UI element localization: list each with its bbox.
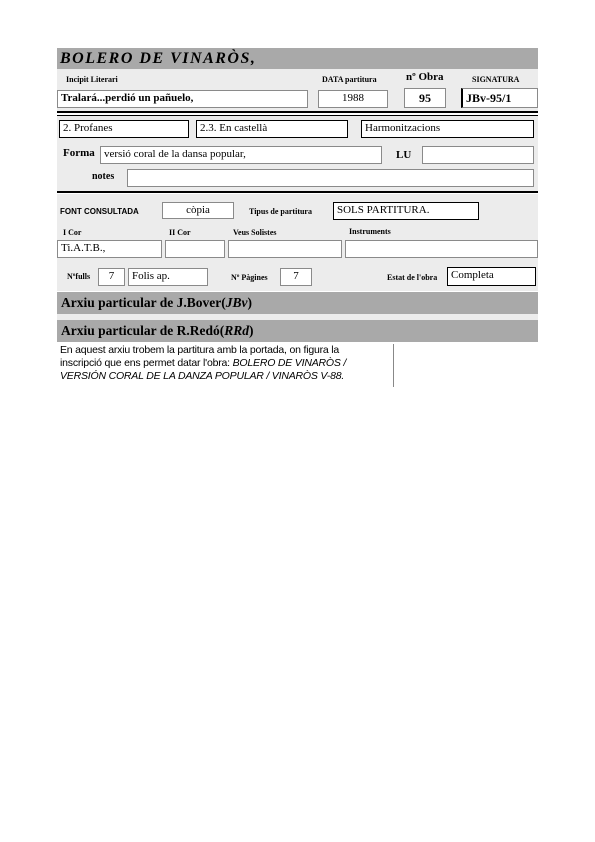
lu-field[interactable] <box>422 146 534 164</box>
veus-solistes-label: Veus Solistes <box>233 228 277 237</box>
tipus-partitura-field[interactable]: SOLS PARTITURA. <box>333 202 479 220</box>
iicor-field[interactable] <box>165 240 225 258</box>
instruments-label: Instruments <box>349 227 391 236</box>
divider-top <box>57 111 538 113</box>
incipit-label: Incipit Literari <box>66 75 118 84</box>
tipus-partitura-label: Tipus de partitura <box>249 207 312 216</box>
archive-note <box>60 344 394 383</box>
archive-jbv-prefix: Arxiu particular de J.Bover( <box>61 295 226 310</box>
lu-label: LU <box>396 149 412 161</box>
archive-note-line-2 <box>60 357 394 370</box>
data-partitura-field[interactable]: 1988 <box>318 90 388 108</box>
category-field-2[interactable]: 2.3. En castellà <box>196 120 348 138</box>
archive-note-italic-1: BOLERO DE VINARÒS / <box>232 357 347 369</box>
nfulls-label: Nºfulls <box>67 272 91 281</box>
archive-note-line-3: VERSIÓN CORAL DE LA DANZA POPULAR / VINARÒS V-88. <box>60 370 345 382</box>
archive-rrd-heading <box>57 320 538 342</box>
category-field-1[interactable]: 2. Profanes <box>59 120 189 138</box>
data-partitura-label: DATA partitura <box>322 75 377 84</box>
estat-obra-field[interactable]: Completa <box>447 267 536 286</box>
archive-jbv-suffix: ) <box>247 295 252 310</box>
estat-obra-label: Estat de l'obra <box>387 273 438 282</box>
obra-field[interactable]: 95 <box>404 88 446 108</box>
font-consultada-label: FONT CONSULTADA <box>60 207 139 216</box>
veus-solistes-field[interactable] <box>228 240 342 258</box>
font-consultada-field[interactable]: còpia <box>162 202 234 219</box>
npagines-label: Nº Pàgines <box>231 273 268 282</box>
category-field-3[interactable]: Harmonitzacions <box>361 120 534 138</box>
archive-jbv-code: JBv <box>225 295 248 310</box>
notes-label: notes <box>92 171 115 182</box>
forma-field[interactable]: versió coral de la dansa popular, <box>100 146 382 164</box>
nfulls-field[interactable]: 7 <box>98 268 125 286</box>
archive-rrd-prefix: Arxiu particular de R.Redó( <box>61 323 225 338</box>
instruments-field[interactable] <box>345 240 538 258</box>
archive-note-plain: inscripció que ens permet datar l'obra: <box>60 357 233 369</box>
icor-field[interactable]: Ti.A.T.B., <box>57 240 162 258</box>
archive-jbv-heading <box>57 292 538 314</box>
signatura-field[interactable]: JBv-95/1 <box>461 88 538 108</box>
forma-label: Forma <box>63 147 95 159</box>
divider-mid <box>57 191 538 193</box>
iicor-label: II Cor <box>169 228 191 237</box>
archive-note-line-1: En aquest arxiu trobem la partitura amb la portada, on figura la <box>60 344 340 356</box>
npagines-field[interactable]: 7 <box>280 268 312 286</box>
incipit-field[interactable]: Tralará...perdió un pañuelo, <box>57 90 308 108</box>
archive-rrd-code: RRd <box>224 323 250 338</box>
signatura-label: SIGNATURA <box>472 75 520 84</box>
archive-rrd-suffix: ) <box>249 323 254 338</box>
icor-label: I Cor <box>63 228 82 237</box>
obra-label: nº Obra <box>406 71 444 83</box>
archive-note-divider <box>393 344 394 387</box>
page-title: BOLERO DE VINARÒS, <box>60 50 257 67</box>
notes-field[interactable] <box>127 169 534 187</box>
folis-field[interactable]: Folis ap. <box>128 268 208 286</box>
